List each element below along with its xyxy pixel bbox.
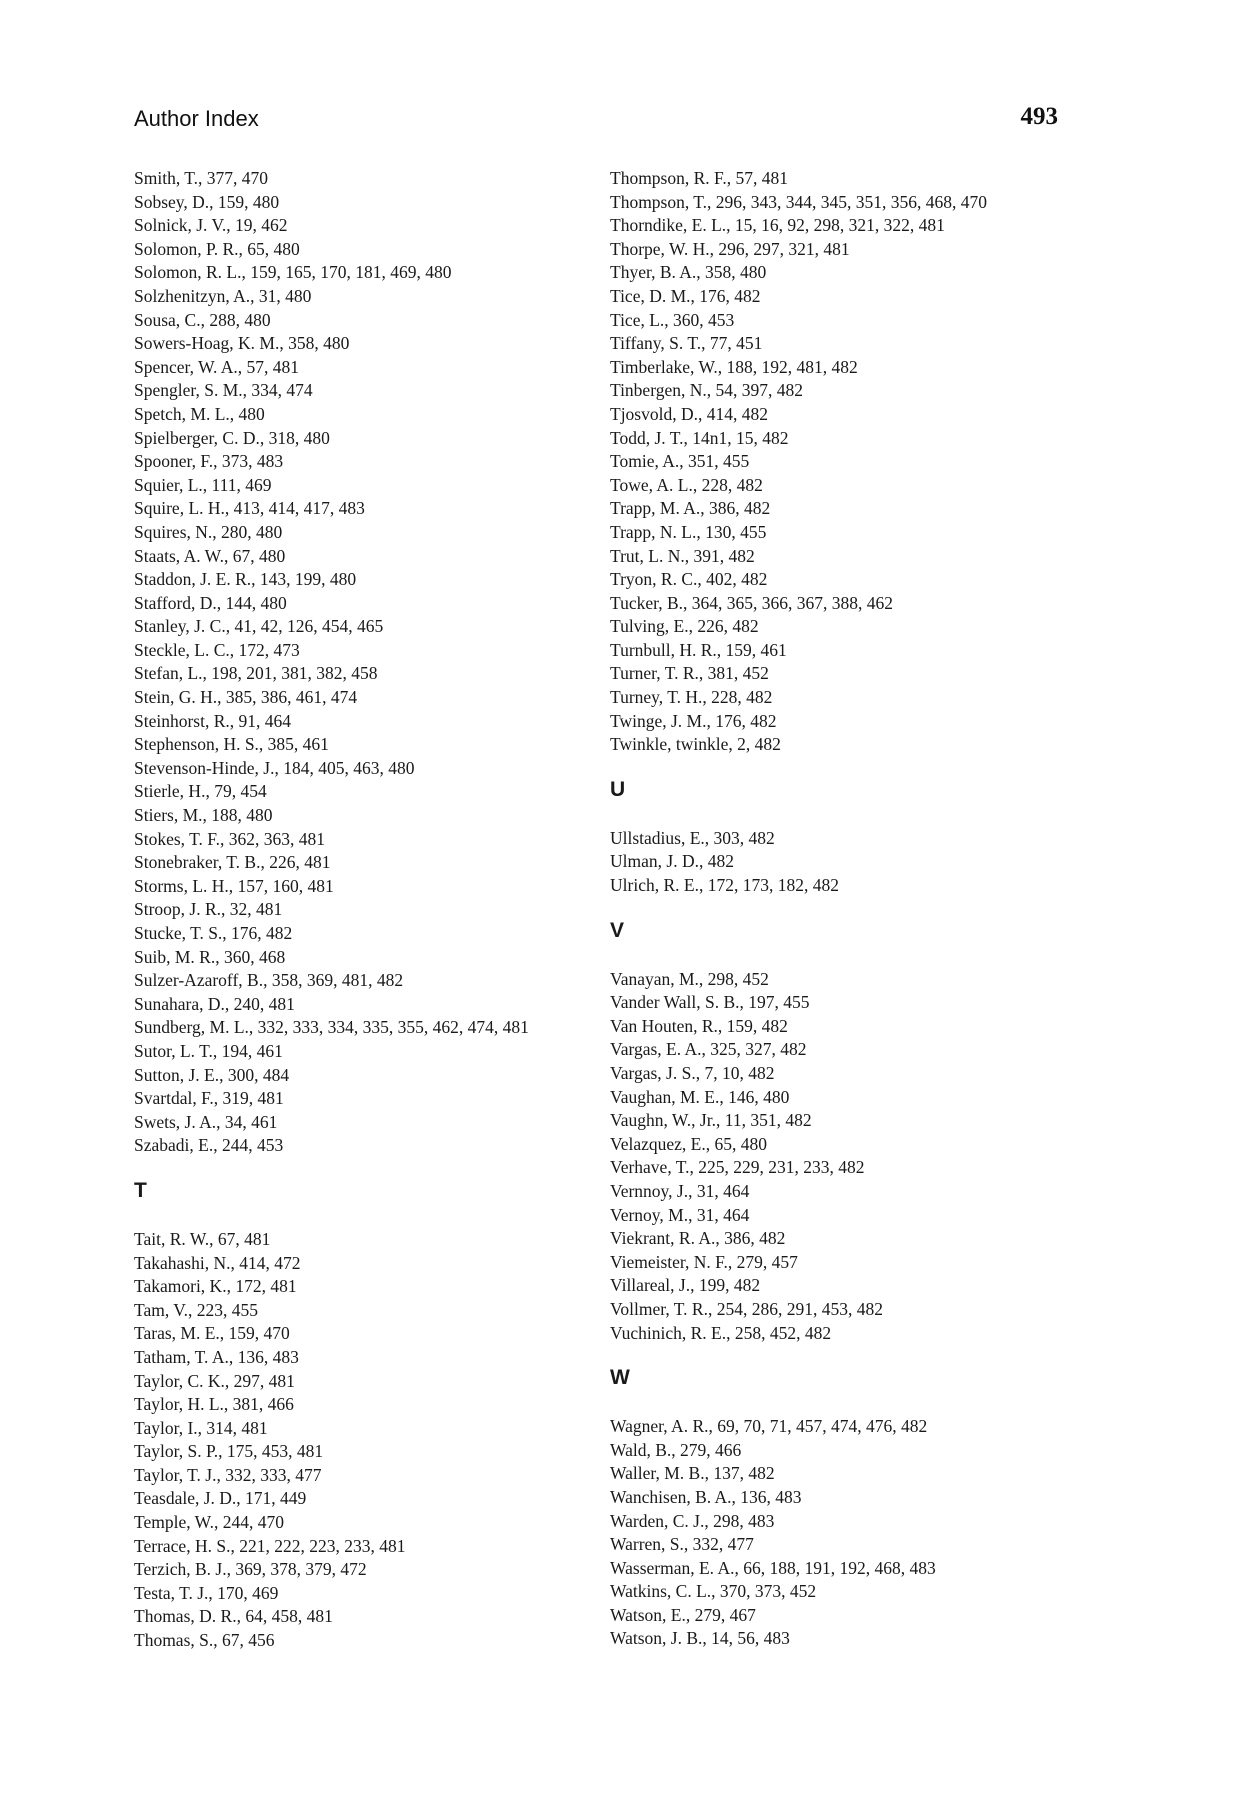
index-entry: Steinhorst, R., 91, 464 (134, 710, 292, 731)
index-entry: Watson, J. B., 14, 56, 483 (610, 1628, 790, 1649)
index-entry: Svartdal, F., 319, 481 (134, 1088, 284, 1109)
index-entry: Vernnoy, J., 31, 464 (610, 1180, 750, 1201)
index-entry: Tiffany, S. T., 77, 451 (610, 333, 763, 354)
index-entry: Sundberg, M. L., 332, 333, 334, 335, 355, 462, 474, 481 (134, 1017, 529, 1038)
index-entry: Wald, B., 279, 466 (610, 1439, 742, 1460)
index-entry: Taylor, C. K., 297, 481 (134, 1370, 295, 1391)
index-entry: Terzich, B. J., 369, 378, 379, 472 (134, 1559, 367, 1580)
index-entry: Taylor, H. L., 381, 466 (134, 1394, 294, 1415)
index-entry: Towe, A. L., 228, 482 (610, 474, 763, 495)
index-entry: Sobsey, D., 159, 480 (134, 191, 280, 212)
index-entry: Tam, V., 223, 455 (134, 1299, 259, 1320)
index-entry: Todd, J. T., 14n1, 15, 482 (610, 427, 789, 448)
index-entry: Trapp, N. L., 130, 455 (610, 521, 767, 542)
index-entry: Solnick, J. V., 19, 462 (134, 215, 288, 236)
index-entry: Tucker, B., 364, 365, 366, 367, 388, 462 (610, 592, 894, 613)
index-entry: Tice, L., 360, 453 (610, 309, 735, 330)
index-entry: Verhave, T., 225, 229, 231, 233, 482 (610, 1157, 865, 1178)
index-entry: Vargas, J. S., 7, 10, 482 (610, 1063, 775, 1083)
index-entry: Suib, M. R., 360, 468 (134, 946, 286, 967)
index-entry: Stonebraker, T. B., 226, 481 (134, 852, 331, 873)
index-entry: Sunahara, D., 240, 481 (134, 993, 295, 1014)
index-entry: Watson, E., 279, 467 (610, 1604, 756, 1625)
index-entry: Turney, T. H., 228, 482 (610, 687, 773, 708)
index-entry: Warren, S., 332, 477 (610, 1534, 754, 1555)
index-entry: Stevenson-Hinde, J., 184, 405, 463, 480 (134, 757, 415, 778)
section-letter-heading: U (610, 777, 626, 801)
index-entry: Waller, M. B., 137, 482 (610, 1463, 775, 1484)
index-entry: Spetch, M. L., 480 (134, 403, 265, 424)
index-entry: Tjosvold, D., 414, 482 (610, 403, 768, 424)
index-entry: Tomie, A., 351, 455 (610, 451, 750, 472)
index-entry: Taylor, S. P., 175, 453, 481 (134, 1441, 324, 1462)
index-entry: Vanayan, M., 298, 452 (610, 968, 769, 989)
index-entry: Trapp, M. A., 386, 482 (610, 498, 771, 519)
index-entry: Tice, D. M., 176, 482 (610, 285, 761, 306)
index-entry: Thomas, S., 67, 456 (134, 1630, 275, 1651)
index-entry: Ullstadius, E., 303, 482 (610, 827, 775, 848)
running-header-title: Author Index (134, 106, 259, 131)
index-entry: Squires, N., 280, 480 (134, 521, 283, 542)
index-entry: Temple, W., 244, 470 (134, 1512, 284, 1533)
index-entry: Sousa, C., 288, 480 (134, 309, 271, 330)
index-entry: Solzhenitzyn, A., 31, 480 (134, 285, 312, 306)
index-entry: Watkins, C. L., 370, 373, 452 (610, 1581, 817, 1602)
index-entry: Vaughan, M. E., 146, 480 (610, 1086, 790, 1107)
index-entry: Sulzer-Azaroff, B., 358, 369, 481, 482 (134, 970, 404, 991)
index-entry: Stierle, H., 79, 454 (134, 781, 267, 802)
index-entry: Thomas, D. R., 64, 458, 481 (134, 1606, 333, 1627)
index-entry: Villareal, J., 199, 482 (610, 1275, 761, 1296)
index-entry: Tulving, E., 226, 482 (610, 616, 759, 637)
index-entry: Viemeister, N. F., 279, 457 (610, 1251, 798, 1272)
index-entry: Stafford, D., 144, 480 (134, 592, 287, 613)
index-entry: Timberlake, W., 188, 192, 481, 482 (610, 356, 858, 377)
index-entry: Storms, L. H., 157, 160, 481 (134, 875, 334, 896)
index-entry: Vollmer, T. R., 254, 286, 291, 453, 482 (610, 1298, 883, 1319)
index-entry: Turner, T. R., 381, 452 (610, 663, 769, 684)
index-entry: Stein, G. H., 385, 386, 461, 474 (134, 687, 358, 708)
index-entry: Ulrich, R. E., 172, 173, 182, 482 (610, 875, 839, 896)
index-entry: Vernoy, M., 31, 464 (610, 1204, 750, 1225)
index-entry: Sutor, L. T., 194, 461 (134, 1040, 283, 1061)
index-entry: Solomon, P. R., 65, 480 (134, 238, 300, 259)
index-entry: Staats, A. W., 67, 480 (134, 545, 286, 566)
index-entry: Warden, C. J., 298, 483 (610, 1510, 775, 1531)
index-entry: Takamori, K., 172, 481 (134, 1276, 297, 1297)
index-entry: Ulman, J. D., 482 (610, 851, 734, 872)
index-entry: Turnbull, H. R., 159, 461 (610, 639, 787, 660)
index-entry: Thompson, R. F., 57, 481 (610, 168, 788, 188)
index-entry: Sutton, J. E., 300, 484 (134, 1064, 290, 1085)
index-entry: Taylor, I., 314, 481 (134, 1417, 268, 1438)
index-entry: Tryon, R. C., 402, 482 (610, 569, 768, 590)
index-entry: Stucke, T. S., 176, 482 (134, 923, 293, 943)
index-entry: Van Houten, R., 159, 482 (610, 1015, 788, 1036)
index-entry: Wagner, A. R., 69, 70, 71, 457, 474, 476, 482 (610, 1416, 928, 1437)
index-entry: Steckle, L. C., 172, 473 (134, 639, 300, 660)
index-entry: Testa, T. J., 170, 469 (134, 1582, 279, 1603)
index-entry: Swets, J. A., 34, 461 (134, 1111, 278, 1132)
index-entry: Vaughn, W., Jr., 11, 351, 482 (610, 1110, 812, 1131)
index-entry: Sowers-Hoag, K. M., 358, 480 (134, 333, 350, 354)
index-column-left (134, 167, 529, 1653)
index-entry: Velazquez, E., 65, 480 (610, 1133, 767, 1154)
index-entry: Taras, M. E., 159, 470 (134, 1323, 290, 1344)
index-entry: Thyer, B. A., 358, 480 (610, 262, 767, 283)
index-entry: Stroop, J. R., 32, 481 (134, 899, 283, 920)
page-number: 493 (1020, 103, 1058, 130)
index-entry: Wasserman, E. A., 66, 188, 191, 192, 468, 483 (610, 1557, 936, 1578)
index-entry: Vander Wall, S. B., 197, 455 (610, 992, 810, 1013)
section-letter-heading: T (134, 1178, 147, 1202)
index-entry: Thorndike, E. L., 15, 16, 92, 298, 321, 322, 481 (610, 215, 945, 236)
index-entry: Spielberger, C. D., 318, 480 (134, 427, 330, 448)
index-entry: Twinge, J. M., 176, 482 (610, 710, 777, 731)
section-letter-heading: W (610, 1366, 630, 1390)
index-entry: Squier, L., 111, 469 (134, 474, 272, 495)
index-entry: Stokes, T. F., 362, 363, 481 (134, 828, 325, 849)
index-entry: Smith, T., 377, 470 (134, 168, 269, 188)
index-entry: Teasdale, J. D., 171, 449 (134, 1488, 307, 1509)
index-entry: Trut, L. N., 391, 482 (610, 545, 755, 566)
index-entry: Staddon, J. E. R., 143, 199, 480 (134, 569, 357, 590)
index-entry: Spencer, W. A., 57, 481 (134, 356, 300, 377)
index-entry: Stiers, M., 188, 480 (134, 805, 273, 826)
section-letter-heading: V (610, 918, 625, 942)
index-entry: Spooner, F., 373, 483 (134, 451, 284, 472)
index-entry: Tait, R. W., 67, 481 (134, 1228, 271, 1249)
index-entry: Tinbergen, N., 54, 397, 482 (610, 380, 803, 401)
index-entry: Takahashi, N., 414, 472 (134, 1252, 301, 1273)
index-entry: Stanley, J. C., 41, 42, 126, 454, 465 (134, 616, 384, 637)
index-entry: Szabadi, E., 244, 453 (134, 1135, 284, 1156)
index-entry: Terrace, H. S., 221, 222, 223, 233, 481 (134, 1535, 406, 1556)
index-entry: Viekrant, R. A., 386, 482 (610, 1228, 786, 1249)
index-entry: Spengler, S. M., 334, 474 (134, 380, 313, 401)
index-column-right (610, 167, 987, 1651)
index-entry: Solomon, R. L., 159, 165, 170, 181, 469, 480 (134, 262, 452, 283)
index-entry: Stefan, L., 198, 201, 381, 382, 458 (134, 663, 378, 684)
index-entry: Wanchisen, B. A., 136, 483 (610, 1486, 802, 1507)
index-entry: Thompson, T., 296, 343, 344, 345, 351, 356, 468, 470 (610, 191, 988, 212)
index-entry: Tatham, T. A., 136, 483 (134, 1346, 299, 1367)
index-entry: Thorpe, W. H., 296, 297, 321, 481 (610, 238, 850, 259)
index-entry: Squire, L. H., 413, 414, 417, 483 (134, 498, 365, 519)
index-entry: Twinkle, twinkle, 2, 482 (610, 734, 781, 755)
index-entry: Vargas, E. A., 325, 327, 482 (610, 1039, 807, 1060)
index-entry: Taylor, T. J., 332, 333, 477 (134, 1464, 322, 1485)
index-entry: Stephenson, H. S., 385, 461 (134, 734, 329, 755)
index-entry: Vuchinich, R. E., 258, 452, 482 (610, 1322, 832, 1343)
